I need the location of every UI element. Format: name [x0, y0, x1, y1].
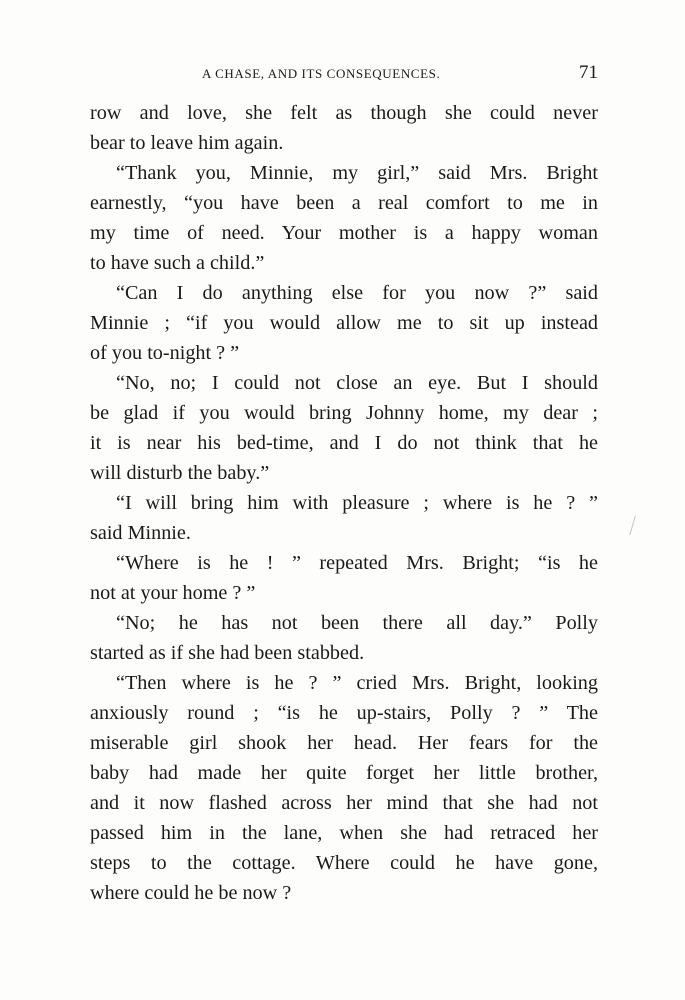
- text-line-27: where could he be now ?: [90, 882, 292, 904]
- text-line-11: be glad if you would bring Johnny home, my dear ;: [90, 402, 598, 424]
- text-line-25: passed him in the lane, when she had retraced her: [90, 822, 598, 844]
- body-text: [90, 98, 598, 908]
- text-line-4: earnestly, “you have been a real comfort to me in: [90, 192, 598, 214]
- text-line-8: Minnie ; “if you would allow me to sit up instead: [90, 312, 598, 334]
- page-number: 71: [579, 62, 598, 83]
- text-line-16: “Where is he ! ” repeated Mrs. Bright; “is he: [116, 552, 598, 574]
- text-line-2: bear to leave him again.: [90, 132, 284, 154]
- text-line-21: anxiously round ; “is he up-stairs, Polly ? ” The: [90, 702, 598, 724]
- text-line-17: not at your home ? ”: [90, 582, 256, 604]
- running-head: A CHASE, AND ITS CONSEQUENCES.: [202, 66, 441, 81]
- text-line-10: “No, no; I could not close an eye. But I should: [116, 372, 598, 394]
- text-line-24: and it now flashed across her mind that she had not: [90, 792, 598, 814]
- text-line-9: of you to-night ? ”: [90, 342, 240, 364]
- page-header: [90, 62, 598, 86]
- text-line-22: miserable girl shook her head. Her fears for the: [90, 732, 598, 754]
- text-line-13: will disturb the baby.”: [90, 462, 270, 484]
- text-line-20: “Then where is he ? ” cried Mrs. Bright, looking: [116, 672, 598, 694]
- text-line-6: to have such a child.”: [90, 252, 265, 274]
- text-line-19: started as if she had been stabbed.: [90, 642, 365, 664]
- text-line-18: “No; he has not been there all day.” Polly: [116, 612, 598, 634]
- text-line-23: baby had made her quite forget her little brother,: [90, 762, 598, 784]
- text-line-14: “I will bring him with pleasure ; where is he ? ”: [116, 492, 598, 514]
- text-line-3: “Thank you, Minnie, my girl,” said Mrs. Bright: [116, 162, 598, 184]
- margin-pencil-mark: [629, 516, 639, 537]
- text-line-5: my time of need. Your mother is a happy woman: [90, 222, 598, 244]
- text-line-26: steps to the cottage. Where could he have gone,: [90, 852, 598, 874]
- text-line-1: row and love, she felt as though she could never: [90, 102, 598, 124]
- text-line-12: it is near his bed-time, and I do not think that he: [90, 432, 598, 454]
- text-line-15: said Minnie.: [90, 522, 191, 544]
- text-line-7: “Can I do anything else for you now ?” said: [116, 282, 598, 304]
